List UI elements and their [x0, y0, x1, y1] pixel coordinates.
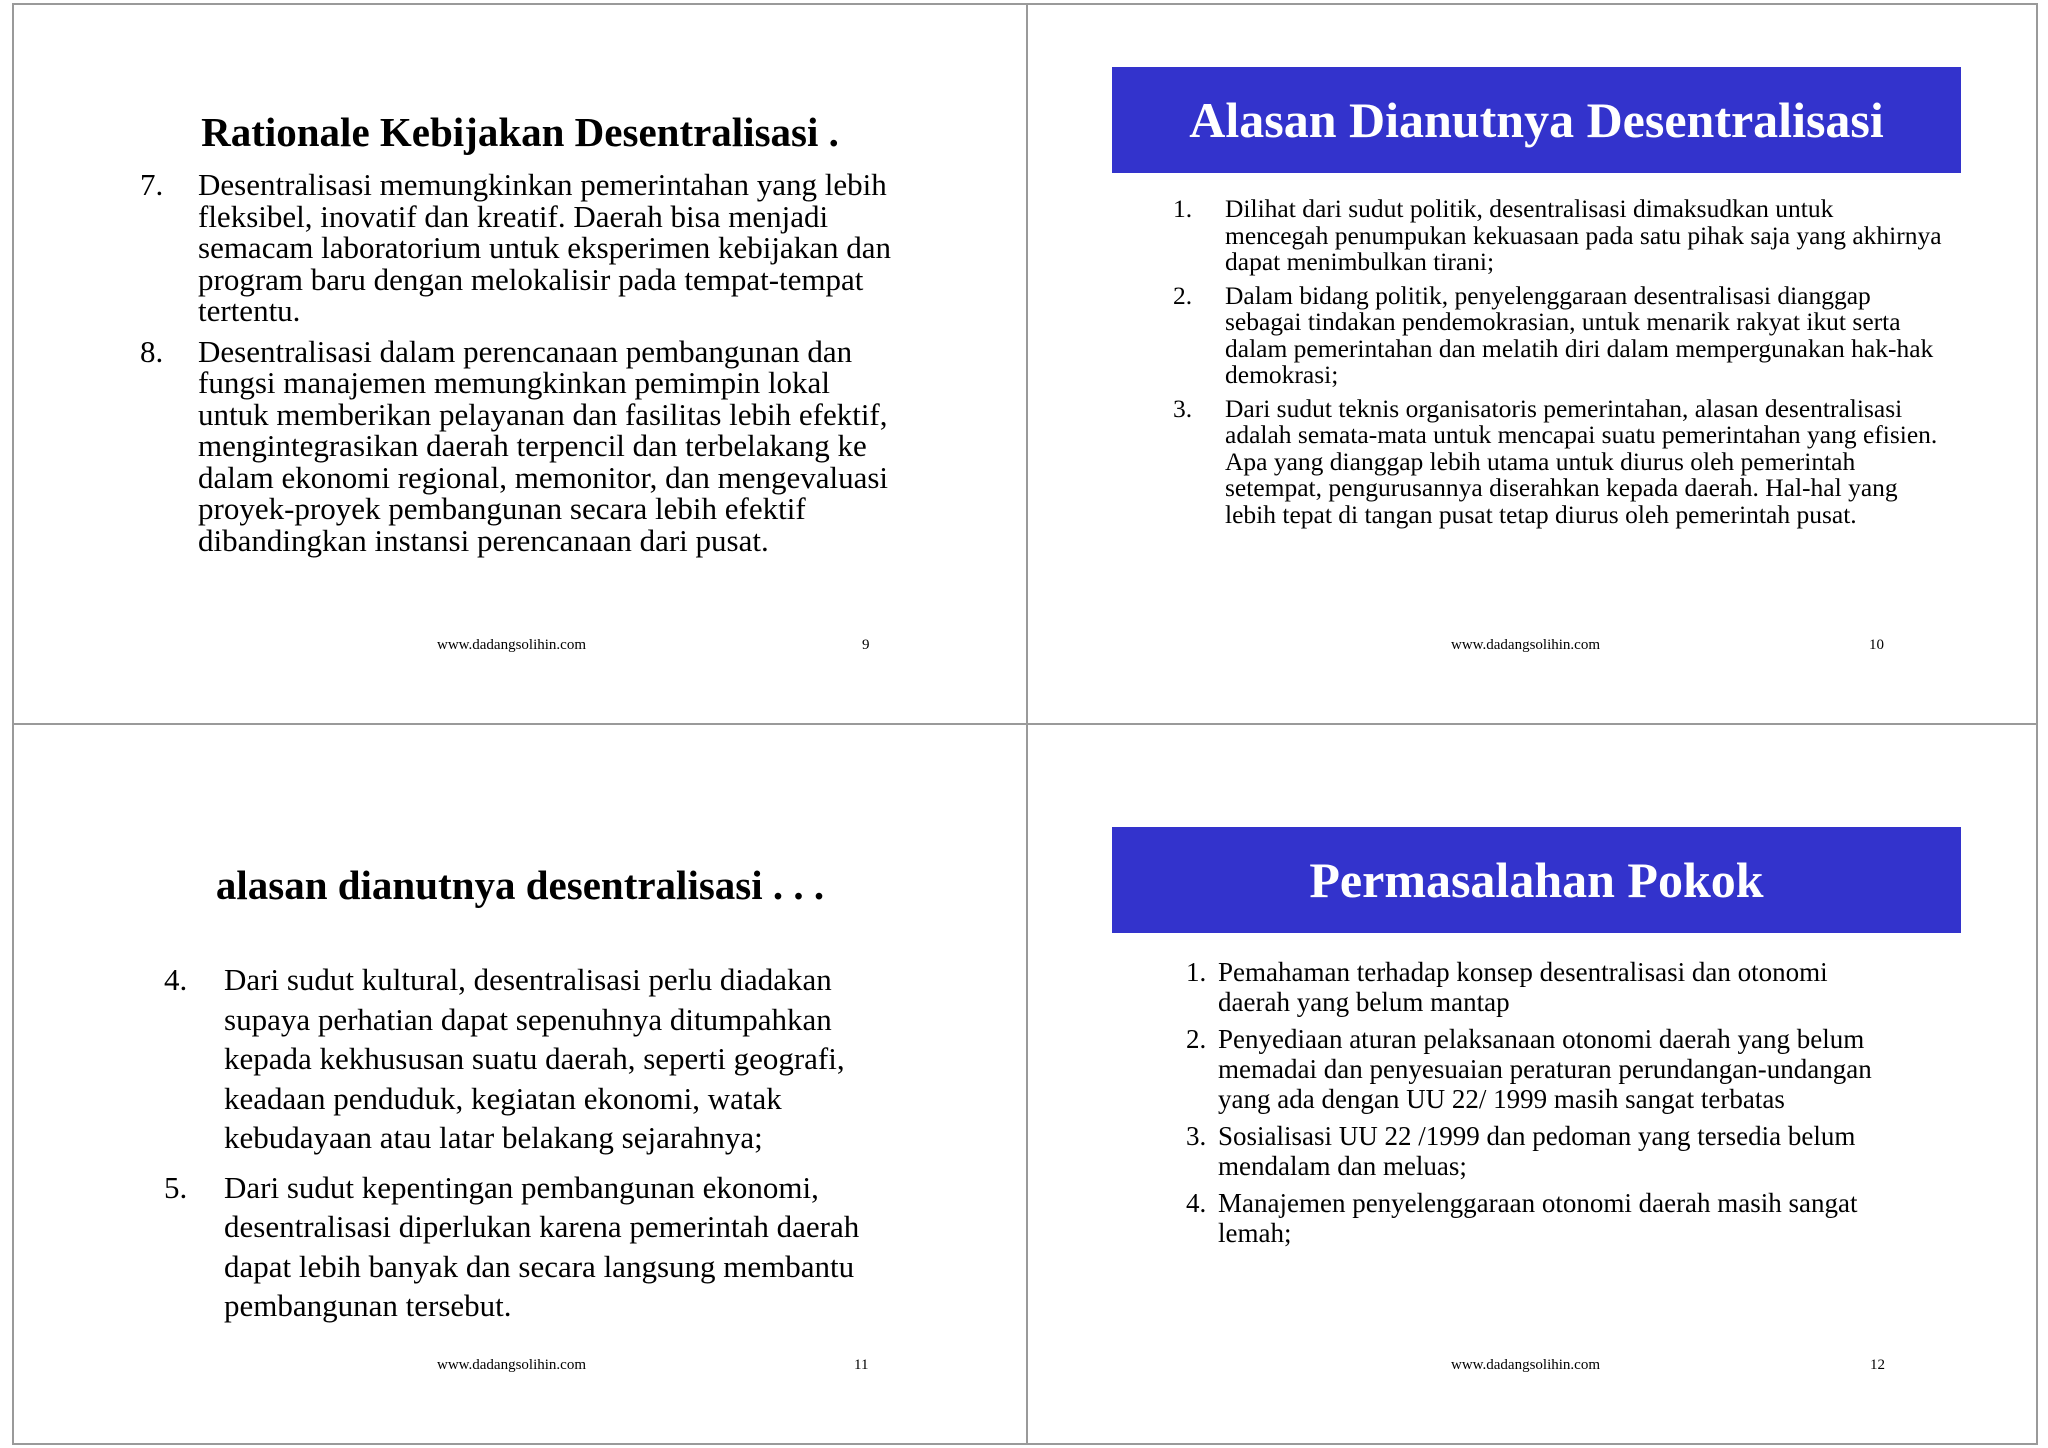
- list-number: 5.: [164, 1169, 188, 1205]
- list-number: 3.: [1173, 393, 1193, 423]
- list-item: [1186, 1188, 1906, 1248]
- slide-11: [14, 725, 1026, 1443]
- list-number: 4.: [1186, 1188, 1207, 1218]
- list-item: [164, 960, 904, 1158]
- list-text: Penyediaan aturan pelaksanaan otonomi daerah yang belum memadai dan penyesuaian peraturan perundangan-undangan yang ada dengan UU 22/ 1999 masih sangat terbatas: [1218, 1024, 1872, 1114]
- list-number: 4.: [164, 962, 188, 997]
- list-text: Dilihat dari sudut politik, desentralisasi dimaksudkan untuk mencegah penumpukan kekuasaan pada satu pihak saja yang akhirnya dapat menimbulkan tirani;: [1225, 194, 1942, 276]
- numbered-list: [1186, 957, 1906, 1255]
- slide-title: Rationale Kebijakan Desentralisasi .: [201, 109, 839, 155]
- numbered-list: [140, 169, 900, 565]
- slide-9: [14, 5, 1026, 723]
- list-number: 7.: [140, 167, 164, 202]
- list-text: Manajemen penyelenggaraan otonomi daerah masih sangat lemah;: [1218, 1188, 1858, 1248]
- list-item: [1173, 280, 1943, 389]
- page-number: 12: [1870, 1357, 1885, 1373]
- list-number: 8.: [140, 333, 164, 369]
- footer-url: www.dadangsolihin.com: [437, 1357, 587, 1373]
- slide-title: Alasan Dianutnya Desentralisasi: [1189, 92, 1884, 148]
- list-number: 1.: [1173, 194, 1193, 223]
- list-text: Pemahaman terhadap konsep desentralisasi dan otonomi daerah yang belum mantap: [1218, 957, 1828, 1017]
- slide-title: alasan dianutnya desentralisasi . . .: [215, 862, 825, 908]
- title-banner: [1112, 827, 1961, 933]
- list-item: [1173, 393, 1943, 529]
- list-text: Sosialisasi UU 22 /1999 dan pedoman yang tersedia belum mendalam dan meluas;: [1218, 1121, 1856, 1181]
- list-item: [140, 333, 900, 558]
- list-text: Dari sudut kultural, desentralisasi perlu diadakan supaya perhatian dapat sepenuhnya ditumpahkan kepada kekhususan suatu daerah, seperti geografi, keadaan penduduk, kegiatan ekonomi, watak kebudayaan atau latar belakang sejarahnya;: [224, 962, 845, 1155]
- list-text: Dari sudut kepentingan pembangunan ekonomi, desentralisasi diperlukan karena pemerintah daerah dapat lebih banyak dan secara langsung membantu pembangunan tersebut.: [224, 1169, 860, 1323]
- numbered-list: [164, 960, 904, 1336]
- list-item: [1186, 1024, 1906, 1114]
- list-item: [164, 1168, 904, 1326]
- list-item: [140, 169, 900, 327]
- numbered-list: [1173, 196, 1943, 535]
- list-text: Desentralisasi memungkinkan pemerintahan yang lebih fleksibel, inovatif dan kreatif. Daerah bisa menjadi semacam laboratorium untuk eksperimen kebijakan dan program baru dengan melokalisir pada tempat-tempat tertentu.: [198, 167, 891, 328]
- title-banner: [1112, 67, 1961, 173]
- list-number: 3.: [1186, 1121, 1207, 1151]
- list-item: [1186, 1121, 1906, 1181]
- list-text: Desentralisasi dalam perencanaan pembangunan dan fungsi manajemen memungkinkan pemimpin lokal untuk memberikan pelayanan dan fasilitas lebih efektif, mengintegrasikan daerah terpencil dan terbelakang ke dalam ekonomi regional, memonitor, dan mengevaluasi proyek-proyek pembangunan secara lebih efektif dibandingkan instansi perencanaan dari pusat.: [198, 333, 889, 558]
- page-number: 10: [1869, 637, 1884, 653]
- footer-url: www.dadangsolihin.com: [1451, 637, 1601, 653]
- slide-12: [1028, 725, 2040, 1443]
- slide-title: Permasalahan Pokok: [1309, 852, 1764, 908]
- list-item: [1173, 196, 1943, 276]
- slide-10: [1028, 5, 2040, 723]
- footer-url: www.dadangsolihin.com: [1451, 1357, 1601, 1373]
- list-number: 2.: [1173, 280, 1193, 310]
- list-text: Dalam bidang politik, penyelenggaraan desentralisasi dianggap sebagai tindakan pendemokrasian, untuk menarik rakyat ikut serta dalam pemerintahan dan melatih diri dalam mempergunakan hak-hak demokrasi;: [1225, 280, 1934, 389]
- list-text: Dari sudut teknis organisatoris pemerintahan, alasan desentralisasi adalah semata-mata untuk mencapai suatu pemerintahan yang efisien. Apa yang dianggap lebih utama untuk diurus oleh pemerintah setempat, pengurusannya diserahkan kepada daerah. Hal-hal yang lebih tepat di tangan pusat tetap diurus oleh pemerintah pusat.: [1225, 393, 1938, 529]
- page-number: 11: [854, 1357, 869, 1373]
- list-item: [1186, 957, 1906, 1017]
- list-number: 1.: [1186, 957, 1207, 987]
- list-number: 2.: [1186, 1024, 1207, 1054]
- footer-url: www.dadangsolihin.com: [437, 637, 587, 653]
- page-number: 9: [862, 637, 870, 653]
